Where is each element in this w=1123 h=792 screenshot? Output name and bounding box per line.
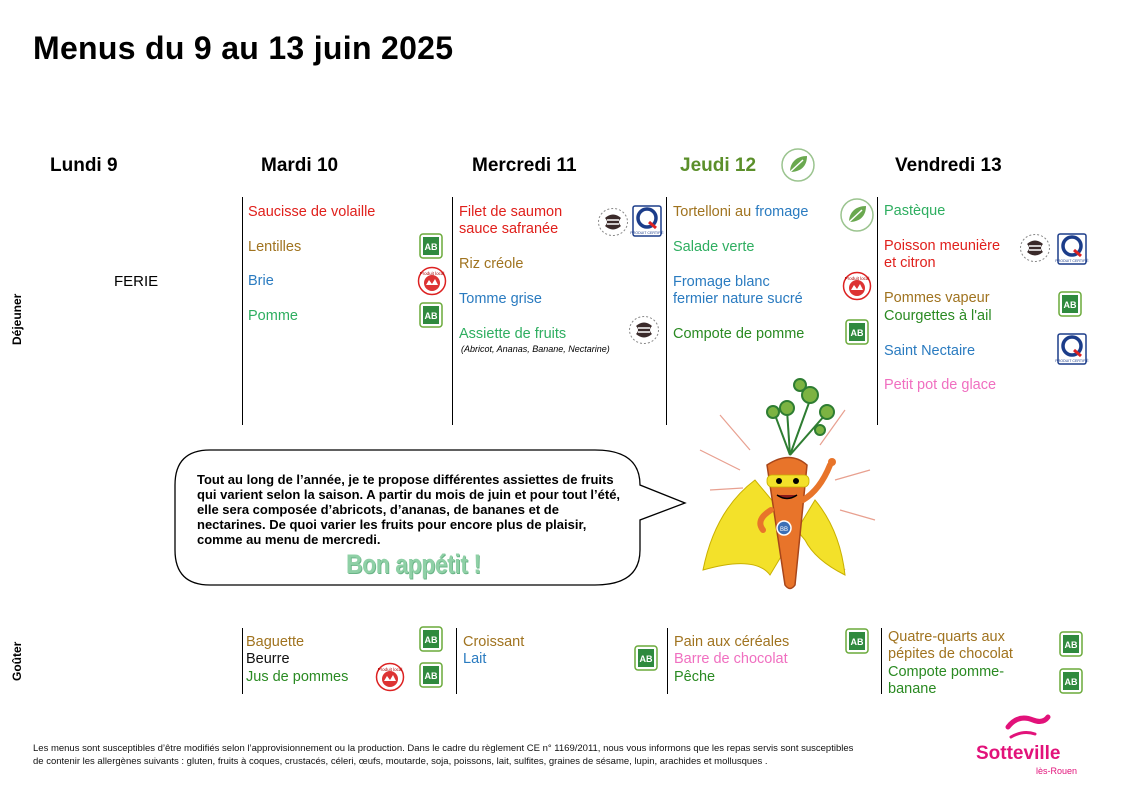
menu-item: Saucisse de volaille: [248, 204, 376, 220]
separator: [242, 197, 243, 425]
menu-item: et citron: [884, 255, 936, 271]
certified-quality-icon: [1057, 333, 1087, 370]
ab-bio-icon: [845, 319, 869, 350]
menu-item: Fromage blanc: [673, 274, 770, 290]
footer-line2: de contenir les allergènes suivants : gluten, fruits à coques, crustacés, céleri, œufs, moutarde, soja, poissons, lait, sulfites, graines de sésame, lupin, arachides et mollusques .: [33, 756, 768, 767]
menu-item: pépites de chocolat: [888, 646, 1013, 662]
separator: [666, 197, 667, 425]
menu-item: Baguette: [246, 634, 305, 650]
certified-quality-icon: [632, 205, 662, 242]
carrot-mascot-icon: [695, 370, 890, 595]
ab-bio-icon: [1058, 291, 1082, 322]
menu-item: Compote de pomme: [673, 326, 805, 342]
menu-item: Filet de saumon: [459, 204, 563, 220]
ab-bio-icon: [419, 233, 443, 264]
day-mardi: Mardi 10: [261, 155, 339, 176]
produit-local-icon: [842, 271, 872, 306]
separator: [242, 628, 243, 694]
separator: [456, 628, 457, 694]
menu-item-part: Tortelloni au: [673, 204, 756, 220]
menu-item: Quatre-quarts aux: [888, 629, 1005, 645]
svg-text:Produit local: Produit local: [419, 271, 445, 276]
certified-quality-icon: [1057, 233, 1087, 270]
svg-text:AB: AB: [424, 635, 438, 645]
svg-text:AB: AB: [1063, 300, 1077, 310]
bubble-text: Tout au long de l’année, je te propose différentes assiettes de fruits qui varient selon la saison. A partir du mois de juin et pour tout l’été, elle sera composée d’abricots, d’ananas, de bananes et de nectarines. De quoi varier les fruits pour encore plus de plaisir, comme au menu de mercredi.: [197, 472, 621, 547]
ab-bio-icon: [634, 645, 658, 676]
menu-item: Croissant: [463, 634, 525, 650]
separator: [667, 628, 668, 694]
menu-item: Beurre: [246, 651, 290, 667]
menu-item: Pommes vapeur: [884, 290, 990, 306]
ab-bio-icon: [1059, 631, 1083, 662]
day-vendredi: Vendredi 13: [895, 155, 1002, 176]
menu-item: Pomme: [248, 308, 298, 324]
ab-bio-icon: [419, 662, 443, 693]
svg-text:AB: AB: [850, 637, 864, 647]
svg-text:AB: AB: [1064, 677, 1078, 687]
menu-item: Compote pomme-: [888, 664, 1005, 680]
menu-item: banane: [888, 681, 937, 697]
menu-item: [673, 204, 808, 221]
produit-local-icon: [417, 266, 447, 301]
page-title: Menus du 9 au 13 juin 2025: [33, 30, 454, 66]
label-rouge-icon: [1019, 233, 1051, 268]
mascot-badge-text: BB: [779, 527, 789, 533]
ab-bio-icon: [419, 626, 443, 657]
produit-local-icon: [375, 662, 405, 697]
sotteville-logo-icon: [1003, 712, 1053, 742]
menu-item: Assiette de fruits: [459, 326, 567, 342]
label-rouge-icon: [628, 315, 660, 350]
menu-item: Petit pot de glace: [884, 377, 997, 393]
svg-text:AB: AB: [424, 671, 438, 681]
menu-item: sauce safranée: [459, 221, 559, 237]
logo-name: Sotteville: [976, 743, 1061, 764]
menu-item: Pastèque: [884, 203, 946, 219]
section-dejeuner: Déjeuner: [10, 293, 24, 345]
menu-item: Barre de chocolat: [674, 651, 788, 667]
ab-bio-icon: [845, 628, 869, 659]
logo-sub: lès-Rouen: [1036, 766, 1078, 776]
footer-line1: Les menus sont susceptibles d’être modifiés selon l’approvisionnement ou la production. Dans le cadre du règlement CE n° 1169/2011, nous vous informons que les repas servis sont susceptibles: [33, 743, 854, 754]
menu-item: Tomme grise: [459, 291, 542, 307]
svg-text:PRODUIT CERTIFIÉ: PRODUIT CERTIFIÉ: [630, 231, 664, 235]
menu-item: Riz créole: [459, 256, 524, 272]
bon-appetit: Bon appétit !: [346, 549, 481, 579]
section-gouter: Goûter: [10, 641, 24, 681]
separator: [452, 197, 453, 425]
menu-item: Courgettes à l'ail: [884, 308, 992, 324]
ab-bio-icon: [419, 302, 443, 333]
svg-text:PRODUIT CERTIFIÉ: PRODUIT CERTIFIÉ: [1055, 359, 1089, 363]
menu-note: (Abricot, Ananas, Banane, Nectarine): [461, 344, 610, 354]
label-rouge-icon: [597, 207, 629, 242]
svg-text:AB: AB: [639, 654, 653, 664]
day-mercredi: Mercredi 11: [472, 155, 577, 176]
menu-item: Jus de pommes: [246, 669, 349, 685]
svg-text:PRODUIT CERTIFIÉ: PRODUIT CERTIFIÉ: [1055, 259, 1089, 263]
menu-item: Salade verte: [673, 239, 755, 255]
menu-item-part: fromage: [755, 204, 809, 220]
svg-text:AB: AB: [850, 328, 864, 338]
svg-text:AB: AB: [424, 311, 438, 321]
menu-item: Saint Nectaire: [884, 343, 976, 359]
leaf-icon: [840, 198, 874, 237]
menu-item: Poisson meunière: [884, 238, 1001, 254]
svg-text:Produit local: Produit local: [844, 276, 870, 281]
leaf-icon: [781, 148, 815, 182]
menu-item: fermier nature sucré: [673, 291, 803, 307]
svg-text:AB: AB: [424, 242, 438, 252]
menu-item: Brie: [248, 273, 274, 289]
ab-bio-icon: [1059, 668, 1083, 699]
menu-item: Pain aux céréales: [674, 634, 790, 650]
svg-text:AB: AB: [1064, 640, 1078, 650]
separator: [881, 628, 882, 694]
day-lundi: Lundi 9: [50, 155, 118, 176]
menu-item: Lait: [463, 651, 487, 667]
ferie-label: FERIE: [114, 273, 159, 290]
menu-item: Pêche: [674, 669, 716, 685]
menu-item: Lentilles: [248, 239, 302, 255]
svg-text:Produit local: Produit local: [377, 667, 403, 672]
day-jeudi: Jeudi 12: [680, 155, 757, 176]
